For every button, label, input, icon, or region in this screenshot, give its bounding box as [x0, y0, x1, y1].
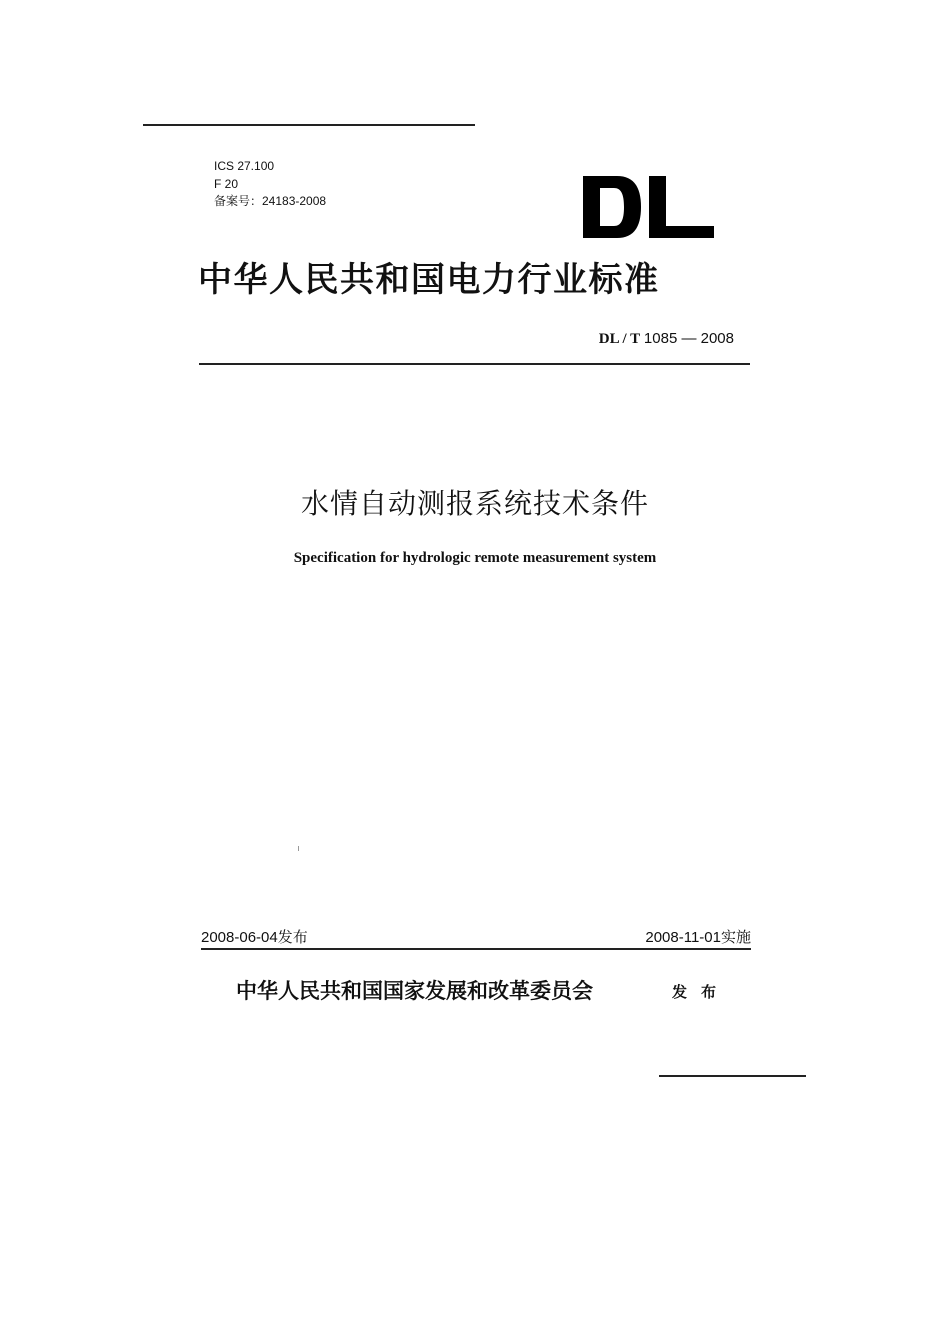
scan-speck — [298, 846, 299, 851]
ics-code: ICS 27.100 — [214, 159, 275, 173]
corner-rule — [659, 1075, 806, 1077]
publish-label: 发布 — [672, 983, 731, 1001]
record-number: 备案号：24183-2008 — [214, 194, 327, 208]
standard-number — [520, 329, 734, 349]
implementation-date: 2008-11-01实施 — [645, 929, 751, 946]
header-rule — [199, 363, 750, 365]
standard-year-number: 1085 — 2008 — [643, 330, 734, 347]
publisher-name: 中华人民共和国国家发展和改革委员会 — [236, 978, 593, 1003]
standard-code: DL / T — [598, 331, 641, 347]
issue-date: 2008-06-04发布 — [201, 929, 308, 946]
classification-block — [214, 158, 326, 211]
top-rule — [143, 124, 475, 126]
dl-logo — [583, 176, 714, 238]
industry-standard-banner: 中华人民共和国电力行业标准 — [198, 260, 660, 300]
date-rule — [201, 948, 751, 950]
ccs-code: F 20 — [214, 176, 239, 191]
document-title-en: Specification for hydrologic remote measurement system — [293, 550, 657, 566]
document-title-cn: 水情自动测报系统技术条件 — [300, 487, 649, 520]
